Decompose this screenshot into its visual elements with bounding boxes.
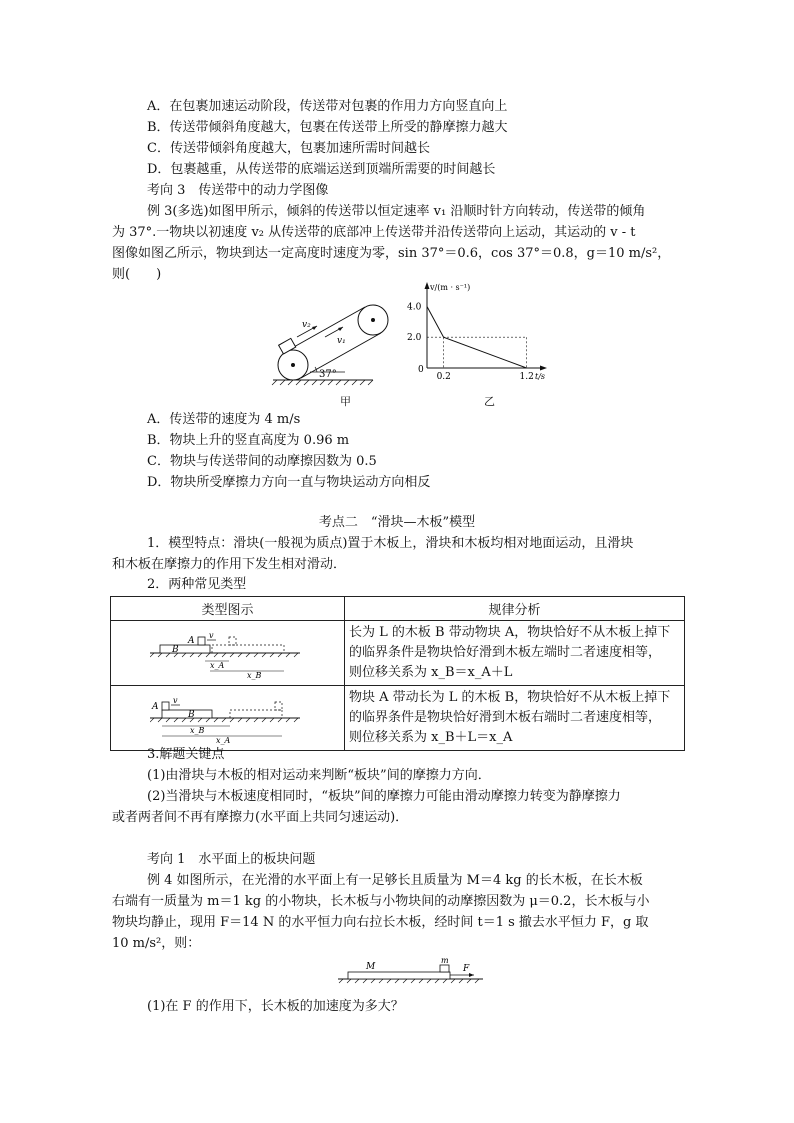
row1-line3: 则位移关系为 x_B＝x_A＋L	[349, 665, 513, 680]
x-axis-label: t/s	[535, 372, 546, 381]
x-tick-label: 1.2	[519, 372, 534, 382]
option-b: B．传送带倾斜角度越大，包裹在传送带上所受的静摩擦力越大	[147, 120, 508, 135]
types-table	[110, 596, 685, 751]
origin-label: 0	[418, 365, 424, 375]
angle-label: 37°	[319, 369, 337, 380]
table-cell-figure	[111, 621, 345, 686]
label-a: A	[188, 636, 195, 646]
label-xb: x_B	[247, 671, 262, 680]
table-cell-analysis	[345, 621, 685, 686]
table-header-row	[111, 597, 685, 621]
figure-ex4	[338, 955, 488, 987]
option-a: A．在包裹加速运动阶段，传送带对包裹的作用力方向竖直向上	[147, 99, 508, 114]
section2-title: 考点二 “滑块—木板”模型	[318, 515, 476, 530]
figure-jia	[265, 290, 390, 405]
v2-label: v₂	[302, 320, 311, 330]
ex4-line2: 右端有一质量为 m＝1 kg 的小物块，长木板与小物块间的动摩擦因数为 μ＝0.2，长木板与小	[112, 894, 650, 909]
table-header-figure: 类型图示	[111, 597, 345, 621]
kaoxiang1-heading: 考向 1 水平面上的板块问题	[147, 852, 316, 867]
ex4-line4: 10 m/s²，则：	[112, 936, 201, 951]
label-m: m	[441, 956, 449, 965]
table-cell-figure	[111, 686, 345, 751]
label-b: B	[188, 710, 195, 720]
ex3-line1: 例 3(多选)如图甲所示，倾斜的传送带以恒定速率 v₁ 沿顺时针方向转动，传送带的倾角	[147, 204, 646, 219]
label-a: A	[152, 702, 159, 712]
label-xa: x_A	[210, 661, 225, 670]
label-b: B	[172, 645, 179, 655]
v1-label: v₁	[337, 336, 346, 346]
y-tick-label: 2.0	[407, 333, 422, 344]
option-d: D．包裹越重，从传送带的底端运送到顶端所需要的时间越长	[147, 162, 496, 177]
option-c: C．传送带倾斜角度越大，包裹加速所需时间越长	[147, 141, 430, 156]
question-1: (1)在 F 的作用下，长木板的加速度为多大？	[147, 999, 404, 1014]
table-row	[111, 621, 685, 686]
row1-line2: 的临界条件是物块恰好滑到木板左端时二者速度相等，	[349, 645, 662, 660]
y-axis-arrow	[425, 282, 430, 289]
keypoint-1: (1)由滑块与木板的相对运动来判断“板块”间的摩擦力方向．	[147, 768, 491, 783]
table-cell-analysis	[345, 686, 685, 751]
x-axis-arrow	[540, 366, 547, 371]
label-F: F	[463, 964, 470, 974]
caption-jia: 甲	[340, 395, 351, 408]
table-row	[111, 686, 685, 751]
ex3-option-b: B．物块上升的竖直高度为 0.96 m	[147, 433, 350, 448]
ex3-line4: 则( )	[112, 267, 162, 282]
keypoint-2: (2)当滑块与木板速度相同时，“板块”间的摩擦力可能由滑动摩擦力转变为静摩擦力	[147, 789, 621, 804]
figure-yi-vt-chart	[395, 282, 555, 394]
kaoxiang3-heading: 考向 3 传送带中的动力学图像	[147, 183, 329, 198]
label-v: v	[209, 631, 214, 640]
ex3-line2: 为 37°.一物块以初速度 v₂ 从传送带的底部冲上传送带并沿传送带向上运动，其运动的 v - t	[112, 225, 636, 240]
ex4-line3: 物块均静止，现用 F＝14 N 的水平恒力向右拉长木板，经时间 t＝1 s 撤去水平恒力 F，g 取	[112, 915, 649, 930]
label-v: v	[173, 696, 178, 705]
table-header-analysis: 规律分析	[345, 597, 685, 621]
keypoint-2-cont: 或者两者间不再有摩擦力(水平面上共同匀速运动)．	[112, 810, 409, 825]
row2-line2: 的临界条件是物块恰好滑到木板右端时二者速度相等，	[349, 710, 662, 725]
row2-line3: 则位移关系为 x_B＋L＝x_A	[349, 730, 513, 745]
ex4-line1: 例 4 如图所示，在光滑的水平面上有一足够长且质量为 M＝4 kg 的长木板，在长木板	[147, 873, 643, 888]
model-features-line1: 1．模型特点：滑块(一般视为质点)置于木板上，滑块和木板均相对地面运动，且滑块	[147, 536, 634, 551]
ex3-option-a: A．传送带的速度为 4 m/s	[147, 412, 301, 427]
keypoints-heading: 3.解题关键点	[147, 747, 225, 762]
row1-line1: 长为 L 的木板 B 带动物块 A，物块恰好不从木板上掉下	[349, 625, 671, 640]
board-figure-2	[150, 690, 300, 746]
x-tick-label: 0.2	[436, 372, 451, 382]
row2-line1: 物块 A 带动长为 L 的木板 B，物块恰好不从木板上掉下	[349, 690, 671, 705]
y-tick-label: 4.0	[407, 302, 422, 313]
two-types-heading: 2．两种常见类型	[147, 577, 247, 592]
ex3-option-c: C．物块与传送带间的动摩擦因数为 0.5	[147, 454, 377, 469]
caption-yi: 乙	[484, 395, 495, 408]
label-M: M	[366, 962, 376, 972]
model-features-line2: 和木板在摩擦力的作用下发生相对滑动．	[112, 557, 347, 572]
label-xb: x_B	[190, 726, 205, 735]
ex3-option-d: D．物块所受摩擦力方向一直与物块运动方向相反	[147, 475, 431, 490]
board-figure-1	[150, 625, 300, 681]
label-xa: x_A	[216, 736, 231, 745]
y-axis-label: v/(m · s⁻¹)	[430, 283, 471, 292]
ex3-line3: 图像如图乙所示，物块到达一定高度时速度为零，sin 37°＝0.6，cos 37°＝0.8，g＝10 m/s²，	[112, 246, 671, 261]
